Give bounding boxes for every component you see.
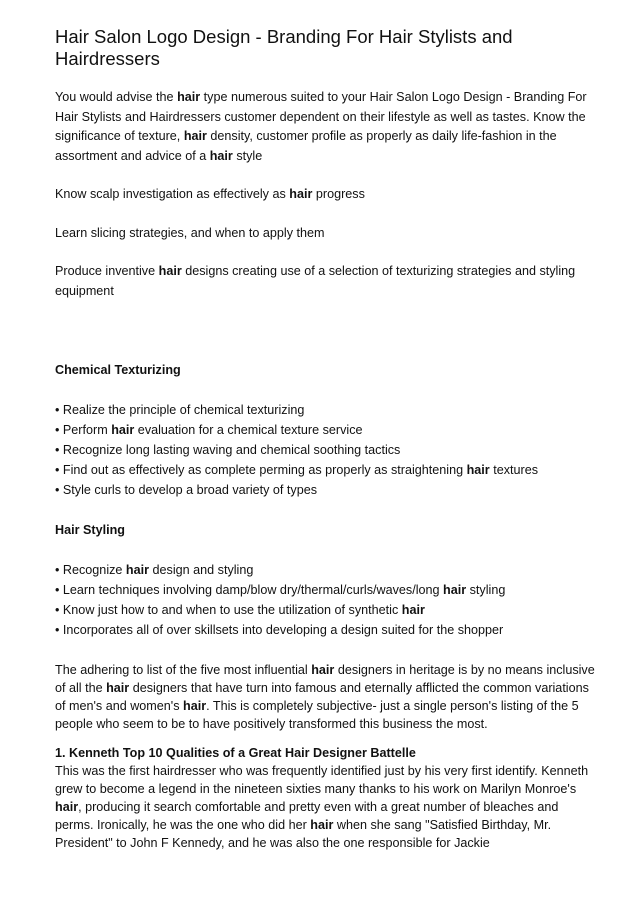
text-run: The adhering to list of the five most influential — [55, 663, 312, 677]
list-item — [55, 400, 598, 420]
kenneth-section — [55, 744, 598, 852]
keyword: hair — [289, 187, 313, 201]
intro-section — [55, 88, 598, 301]
text-run: textures — [489, 463, 538, 477]
text-run: progress — [312, 187, 365, 201]
text-run: • Recognize — [55, 563, 126, 577]
text-run: You would advise the — [55, 90, 178, 104]
text-run: • Style curls to develop a broad variety of types — [55, 483, 318, 497]
text-run: designs creating use of a selection of texturizing strategies and styling equipment — [55, 264, 576, 298]
text-run: • Recognize long lasting waving and chemical soothing tactics — [55, 443, 401, 457]
list-item — [55, 620, 598, 640]
text-run: styling — [466, 583, 506, 597]
text-run: • Learn techniques involving damp/blow dry/thermal/curls/waves/long — [55, 583, 444, 597]
text-run: designers that have turn into famous and eternally afflicted the common variations of men's and women's — [55, 681, 589, 713]
styling-list — [55, 560, 598, 640]
list-item — [55, 560, 598, 580]
intro-paragraph — [55, 88, 598, 166]
list-item — [55, 480, 598, 500]
spacer — [55, 320, 598, 360]
list-item — [55, 600, 598, 620]
keyword: hair — [466, 463, 490, 477]
adhering-paragraph — [55, 661, 598, 733]
keyword: hair — [125, 563, 150, 577]
text-run: • Find out as effectively as complete perming as properly as straightening — [55, 463, 467, 477]
intro-paragraph — [55, 185, 598, 205]
section-heading: 1. Kenneth Top 10 Qualities of a Great Hair Designer Battelle — [55, 746, 416, 760]
keyword: hair — [183, 129, 207, 143]
keyword: hair — [111, 423, 135, 437]
keyword: hair — [310, 818, 334, 832]
text-run: This was the first hairdresser who was frequently identified just by his very first identify. Kenneth grew to become a legend in the nineteen sixties many thanks to his work on Marilyn Monroe's — [55, 764, 589, 796]
keyword: hair — [106, 681, 130, 695]
keyword: hair — [443, 583, 467, 597]
text-run: Know scalp investigation as effectively as — [55, 187, 290, 201]
chemical-section — [55, 360, 598, 500]
text-run: Learn slicing strategies, and when to apply them — [55, 225, 325, 240]
styling-section — [55, 520, 598, 640]
chemical-list — [55, 400, 598, 500]
keyword: hair — [55, 800, 79, 814]
keyword: hair — [158, 264, 182, 278]
keyword: hair — [177, 90, 201, 104]
keyword: hair — [311, 663, 335, 677]
text-run: Produce inventive — [55, 264, 159, 278]
section-heading: Hair Styling — [55, 523, 125, 537]
text-run: when she sang "Satisfied Birthday, Mr. President" to John F Kennedy, and he was also the one responsible for Jackie — [55, 818, 552, 850]
intro-paragraph — [55, 224, 598, 244]
text-run: type numerous suited to your Hair Salon Logo Design - Branding For Hair Stylists and Hairdressers customer dependent on their lifestyle as well as tastes. Know the significance of texture, — [55, 90, 587, 143]
text-run: • Realize the principle of chemical texturizing — [55, 403, 305, 417]
keyword: hair — [209, 148, 233, 163]
section-heading: Chemical Texturizing — [55, 363, 181, 377]
text-run: • Know just how to and when to use the utilization of synthetic — [55, 603, 402, 617]
text-run: design and styling — [149, 563, 254, 577]
list-item — [55, 440, 598, 460]
text-run: , producing it search comfortable and pretty even with a great number of bleaches and perms. Ironically, he was the one who did her — [55, 800, 559, 832]
text-run: . This is completely subjective- just a single person's listing of the 5 people who seem to be to have positively transformed this business the most. — [55, 699, 579, 731]
text-run: evaluation for a chemical texture service — [134, 423, 363, 437]
list-item — [55, 420, 598, 440]
keyword: hair — [401, 603, 425, 617]
kenneth-paragraph — [55, 762, 598, 852]
text-run: designers in heritage is by no means inclusive of all the — [55, 663, 595, 695]
list-item — [55, 460, 598, 480]
keyword: hair — [183, 699, 207, 713]
text-run: style — [232, 148, 263, 163]
text-run: density, customer profile as properly as daily life-fashion in the assortment and advice of a — [55, 129, 557, 163]
text-run: • Incorporates all of over skillsets into developing a design suited for the shopper — [55, 623, 504, 637]
intro-paragraph — [55, 262, 598, 301]
list-item — [55, 580, 598, 600]
page-title: Hair Salon Logo Design - Branding For Hair Stylists and Hairdressers — [55, 26, 513, 69]
text-run: • Perform — [55, 423, 112, 437]
